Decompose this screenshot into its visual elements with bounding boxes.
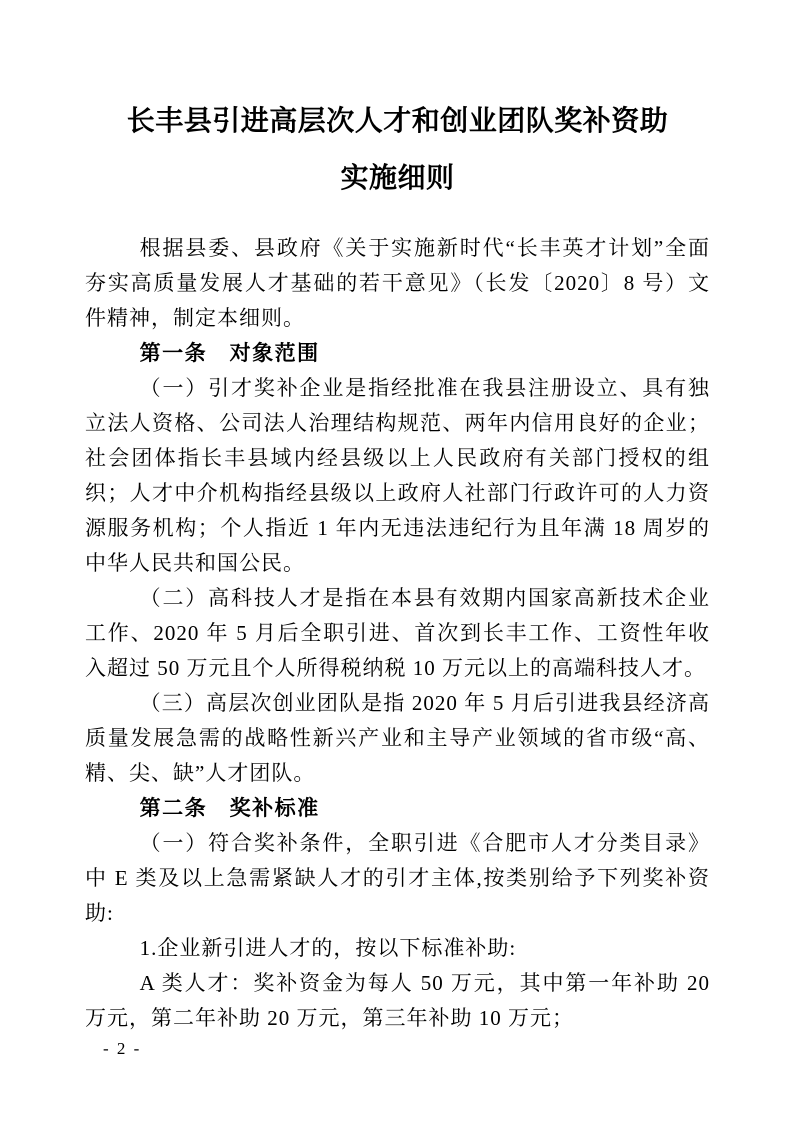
- article-1-heading: 第一条 对象范围: [139, 342, 320, 365]
- article-1-clause-3: （三）高层次创业团队是指 2020 年 5 月后引进我县经济高质量发展急需的战略性新兴产业和主导产业领域的省市级“高、精、尖、缺”人才团队。: [85, 691, 710, 785]
- title-line-2: 实施细则: [340, 163, 455, 194]
- page-number: - 2 -: [103, 1039, 142, 1058]
- document-title: [85, 93, 710, 207]
- article-2-clause-1: （一）符合奖补条件，全职引进《合肥市人才分类目录》中 E 类及以上急需紧缺人才的引才主体,按类别给予下列奖补资助:: [85, 831, 710, 925]
- document-body: [85, 231, 710, 1036]
- intro-paragraph: 根据县委、县政府《关于实施新时代“长丰英才计划”全面夯实高质量发展人才基础的若干意见》（长发〔2020〕8 号）文件精神，制定本细则。: [85, 236, 710, 330]
- article-1-clause-1: （一）引才奖补企业是指经批准在我县注册设立、具有独立法人资格、公司法人治理结构规范、两年内信用良好的企业；社会团体指长丰县域内经县级以上人民政府有关部门授权的组织；人才中介机构指经县级以上政府人社部门行政许可的人力资源服务机构；个人指近 1 年内无违法违纪行为且年满 18 周岁的中华人民共和国公民。: [85, 376, 710, 575]
- article-2-item-1: 1.企业新引进人才的，按以下标准补助:: [139, 936, 517, 960]
- title-line-1: 长丰县引进高层次人才和创业团队奖补资助: [126, 106, 669, 137]
- article-1-clause-2: （二）高科技人才是指在本县有效期内国家高新技术企业工作、2020 年 5 月后全职引进、首次到长丰工作、工资性年收入超过 50 万元且个人所得税纳税 10 万元以上的高端科技人才。: [85, 586, 710, 680]
- article-2-item-1-class-a-standard: A 类人才：奖补资金为每人 50 万元，其中第一年补助 20 万元，第二年补助 20 万元，第三年补助 10 万元；: [85, 971, 710, 1030]
- article-2-heading: 第二条 奖补标准: [139, 797, 320, 820]
